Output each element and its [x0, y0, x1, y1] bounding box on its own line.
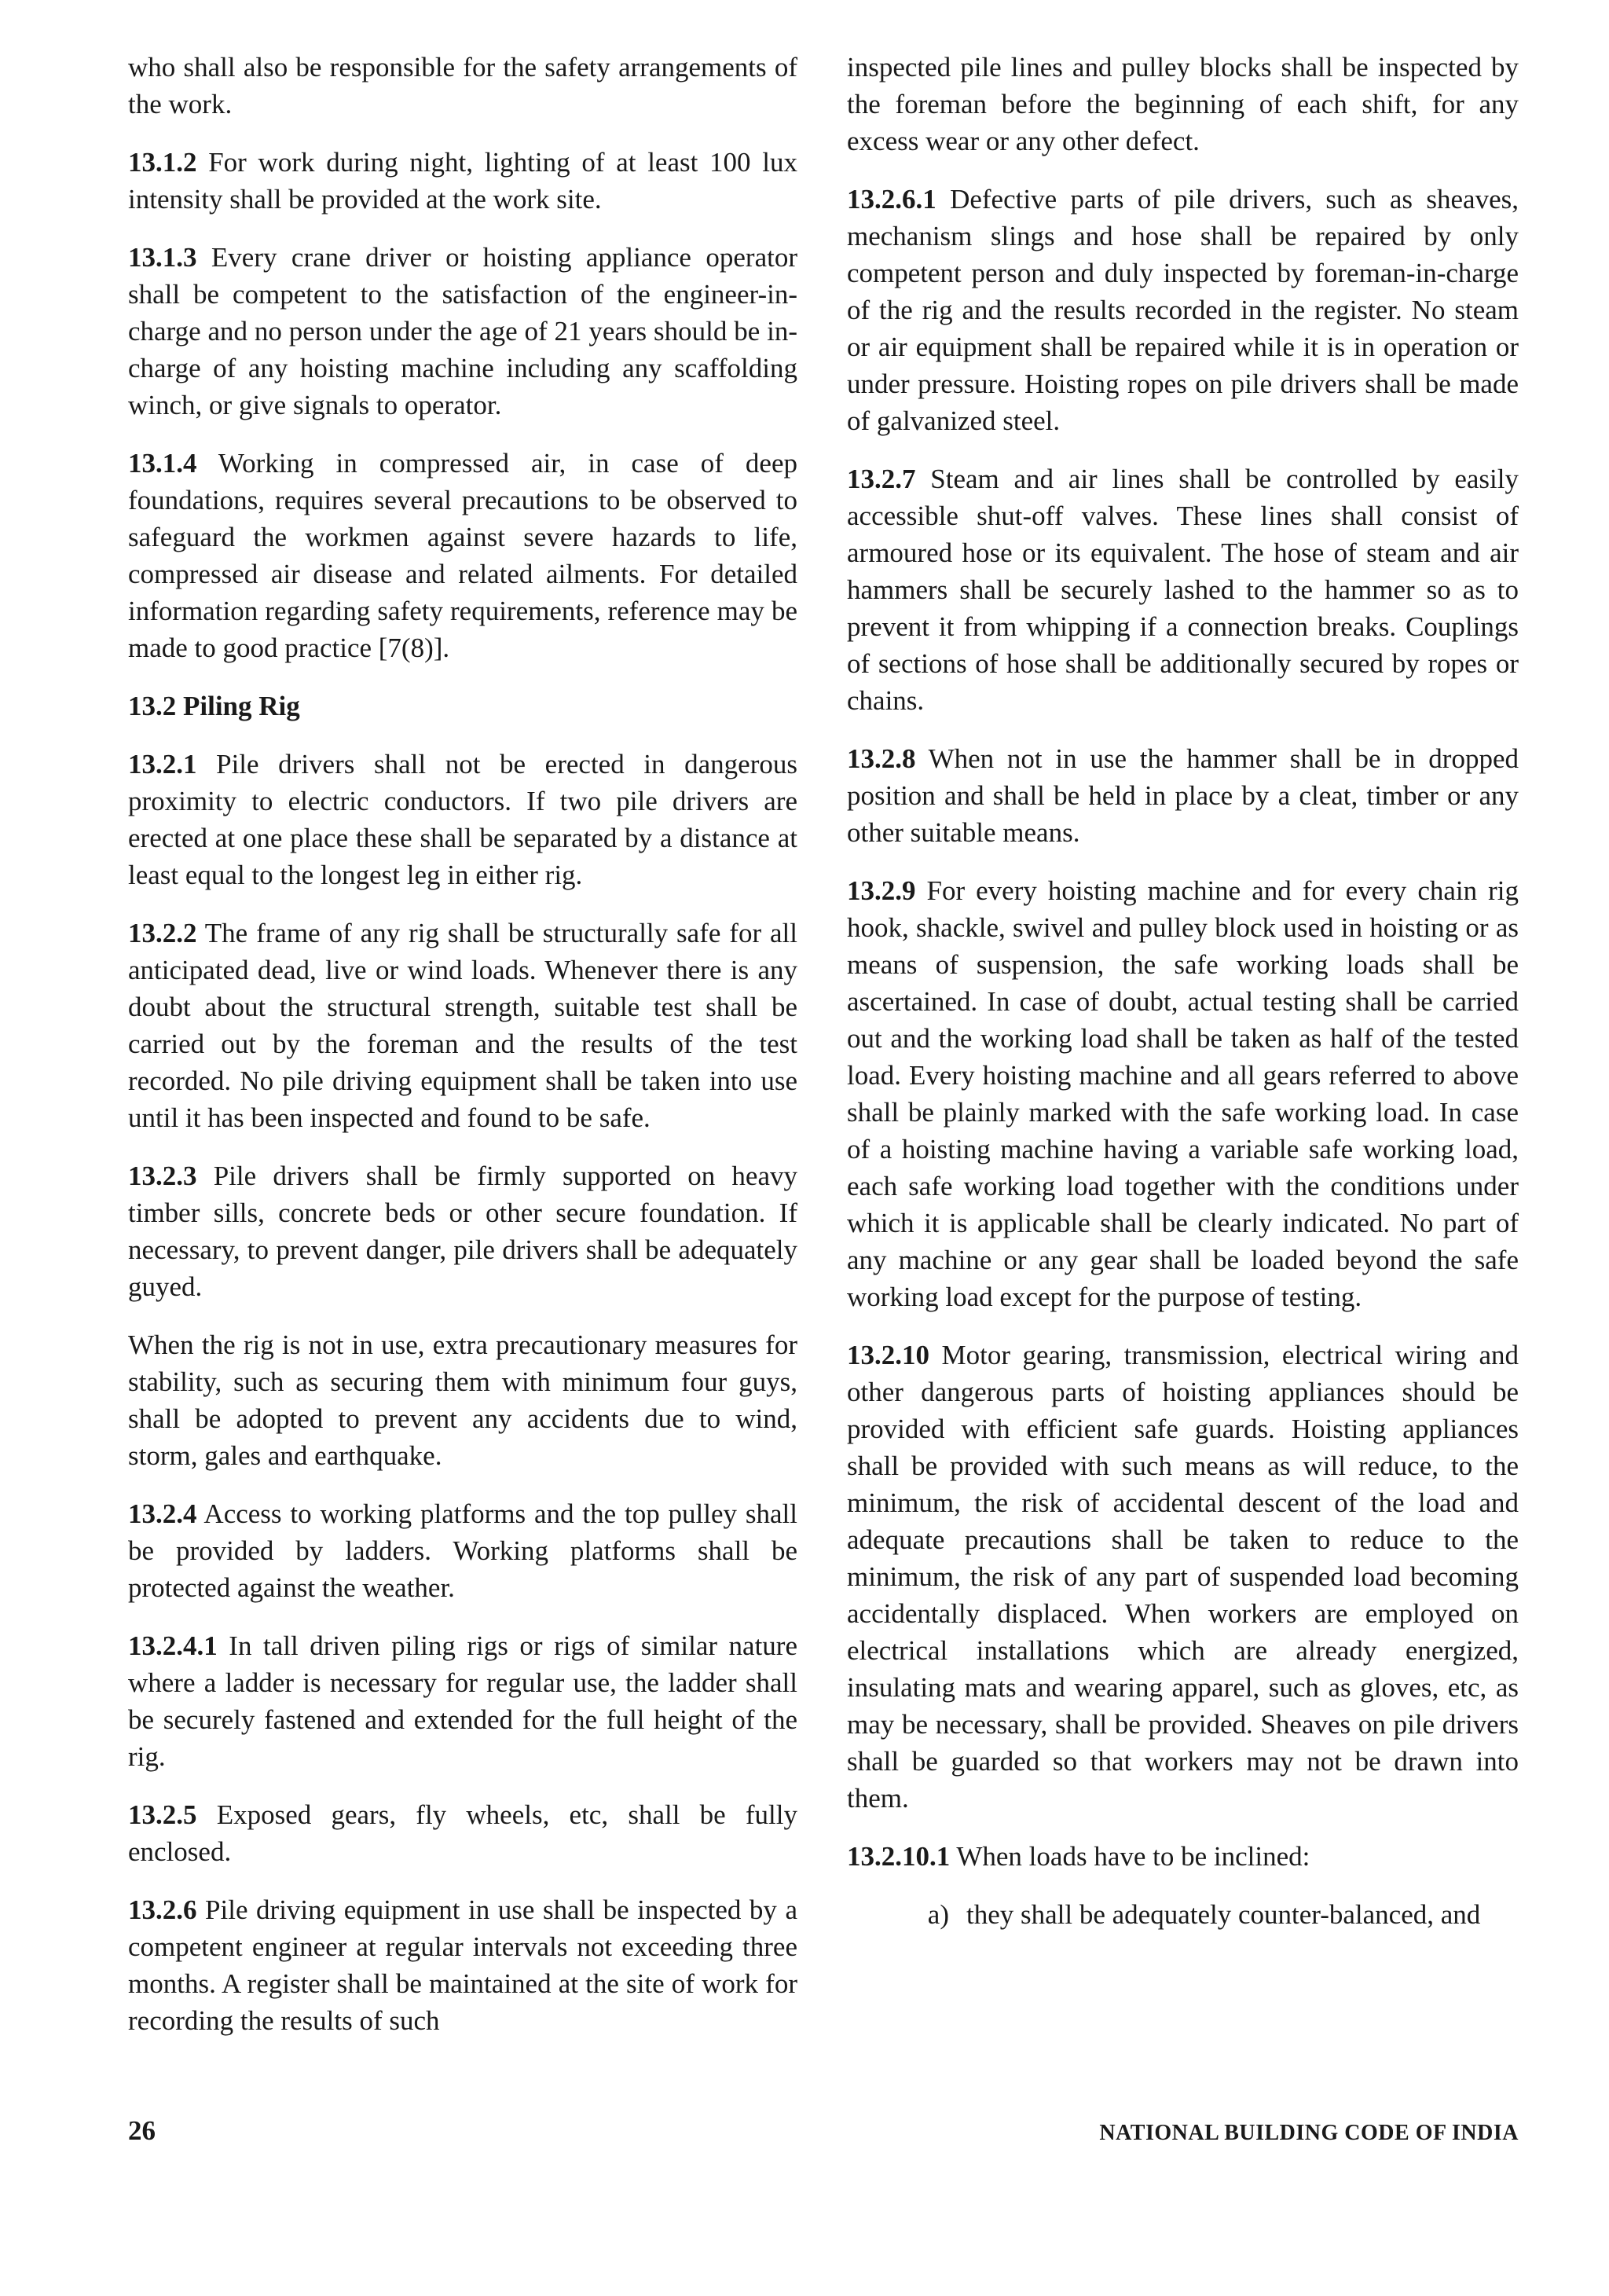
clause-13-2-4 [128, 1495, 797, 1606]
paragraph-continued [847, 49, 1519, 160]
clause-13-1-3 [128, 239, 797, 424]
clause-number: 13.2.8 [847, 743, 916, 774]
clause-number: 13.1.3 [128, 242, 197, 273]
clause-number: 13.2.7 [847, 464, 916, 494]
right-column [847, 49, 1519, 1954]
clause-number: 13.2.10.1 [847, 1841, 951, 1872]
page-number: 26 [128, 2115, 156, 2146]
clause-13-1-4 [128, 445, 797, 666]
list-label: a) [927, 1899, 949, 1930]
left-column [128, 49, 797, 2060]
clause-number: 13.2.4.1 [128, 1630, 218, 1661]
clause-text: Steam and air lines shall be controlled by easily accessible shut-off valves. These lines shall consist of armoured hose or its equivalent. The hose of steam and air hammers shall be securely lashed to the hammer so as to prevent it from whipping if a connection breaks. Couplings of sections of hose shall be additionally secured by ropes or chains. [847, 464, 1519, 716]
clause-text: When not in use the hammer shall be in dropped position and shall be held in place by a cleat, timber or any other suitable means. [847, 743, 1519, 848]
clause-13-2-2 [128, 915, 797, 1136]
clause-number: 13.2.6 [128, 1894, 197, 1925]
paragraph-text: who shall also be responsible for the safety arrangements of the work. [128, 52, 797, 119]
clause-number: 13.2.3 [128, 1161, 197, 1191]
clause-number: 13.2.5 [128, 1799, 197, 1830]
clause-text: Exposed gears, fly wheels, etc, shall be fully enclosed. [128, 1799, 797, 1867]
clause-text: Defective parts of pile drivers, such as sheaves, mechanism slings and hose shall be repaired by only competent person and duly inspected by foreman-in-charge of the rig and the results recorded in the register. No steam or air equipment shall be repaired while it is in operation or under pressure. Hoisting ropes on pile drivers shall be made of galvanized steel. [847, 184, 1519, 436]
clause-13-2-6-1 [847, 181, 1519, 439]
clause-number: 13.2.9 [847, 875, 916, 906]
section-heading-piling-rig: 13.2 Piling Rig [128, 691, 300, 721]
clause-13-2-5 [128, 1796, 797, 1870]
clause-text: Working in compressed air, in case of deep foundations, requires several precautions to be observed to safeguard the workmen against severe hazards to life, compressed air disease and related ailments. For detailed information regarding safety requirements, reference may be made to good practice [7(8)]. [128, 448, 797, 663]
clause-text: In tall driven piling rigs or rigs of similar nature where a ladder is necessary for regular use, the ladder shall be securely fastened and extended for the full height of the rig. [128, 1630, 797, 1772]
clause-13-2-6 [128, 1891, 797, 2039]
clause-text: When loads have to be inclined: [950, 1841, 1310, 1872]
clause-13-2-8 [847, 740, 1519, 851]
paragraph-rig-not-in-use [128, 1326, 797, 1474]
clause-13-2-9 [847, 872, 1519, 1315]
clause-number: 13.2.10 [847, 1340, 929, 1370]
paragraph-text: inspected pile lines and pulley blocks shall be inspected by the foreman before the beginning of each shift, for any excess wear or any other defect. [847, 52, 1519, 156]
clause-13-2-4-1 [128, 1627, 797, 1775]
paragraph-text: When the rig is not in use, extra precautionary measures for stability, such as securing them with minimum four guys, shall be adopted to prevent any accidents due to wind, storm, gales and earthquake. [128, 1330, 797, 1471]
clause-text: Access to working platforms and the top pulley shall be provided by ladders. Working platforms shall be protected against the weather. [128, 1498, 797, 1603]
clause-text: The frame of any rig shall be structurally safe for all anticipated dead, live or wind loads. Whenever there is any doubt about the structural strength, suitable test shall be carried out by the foreman and the results of the test recorded. No pile driving equipment shall be taken into use until it has been inspected and found to be safe. [128, 918, 797, 1133]
clause-number: 13.2.4 [128, 1498, 197, 1529]
clause-text: Motor gearing, transmission, electrical wiring and other dangerous parts of hoisting appliances should be provided with efficient safe guards. Hoisting appliances shall be provided with such means as will reduce, to the minimum, the risk of accidental descent of the load and adequate precautions shall be taken to reduce to the minimum, the risk of any part of suspended load becoming accidentally displaced. When workers are employed on electrical installations which are already energized, insulating mats and wearing apparel, such as gloves, etc, as may be necessary, shall be provided. Sheaves on pile drivers shall be guarded so that workers may not be drawn into them. [847, 1340, 1519, 1814]
paragraph-continued [128, 49, 797, 123]
clause-13-2-3 [128, 1157, 797, 1305]
clause-text: Every crane driver or hoisting appliance operator shall be competent to the satisfaction of the engineer-in-charge and no person under the age of 21 years should be in-charge of any hoisting machine including any scaffolding winch, or give signals to operator. [128, 242, 797, 420]
clause-13-2-10 [847, 1337, 1519, 1817]
clause-13-1-2 [128, 144, 797, 218]
clause-13-2-1 [128, 746, 797, 893]
clause-number: 13.1.2 [128, 147, 197, 178]
clause-text: Pile drivers shall not be erected in dangerous proximity to electric conductors. If two pile drivers are erected at one place these shall be separated by a distance at least equal to the longest leg in either rig. [128, 749, 797, 890]
list-text: they shall be adequately counter-balanced, and [966, 1899, 1481, 1930]
clause-number: 13.1.4 [128, 448, 197, 479]
clause-number: 13.2.2 [128, 918, 197, 948]
clause-text: Pile drivers shall be firmly supported on heavy timber sills, concrete beds or other secure foundation. If necessary, to prevent danger, pile drivers shall be adequately guyed. [128, 1161, 797, 1302]
clause-13-2-7 [847, 460, 1519, 719]
clause-number: 13.2.1 [128, 749, 197, 779]
clause-13-2-10-1 [847, 1838, 1519, 1875]
clause-text: Pile driving equipment in use shall be inspected by a competent engineer at regular intervals not exceeding three months. A register shall be maintained at the site of work for recording the results of such [128, 1894, 797, 2036]
clause-text: For every hoisting machine and for every chain rig hook, shackle, swivel and pulley block used in hoisting or as means of suspension, the safe working loads shall be ascertained. In case of doubt, actual testing shall be carried out and the working load shall be taken as half of the tested load. Every hoisting machine and all gears referred to above shall be plainly marked with the safe working load. In case of a hoisting machine having a variable safe working load, each safe working load together with the conditions under which it is applicable shall be clearly indicated. No part of any machine or any gear shall be loaded beyond the safe working load except for the purpose of testing. [847, 875, 1519, 1312]
clause-text: For work during night, lighting of at least 100 lux intensity shall be provided at the work site. [128, 147, 797, 215]
footer-document-title: NATIONAL BUILDING CODE OF INDIA [1099, 2121, 1519, 2145]
list-item-a [847, 1896, 1519, 1933]
clause-number: 13.2.6.1 [847, 184, 936, 215]
